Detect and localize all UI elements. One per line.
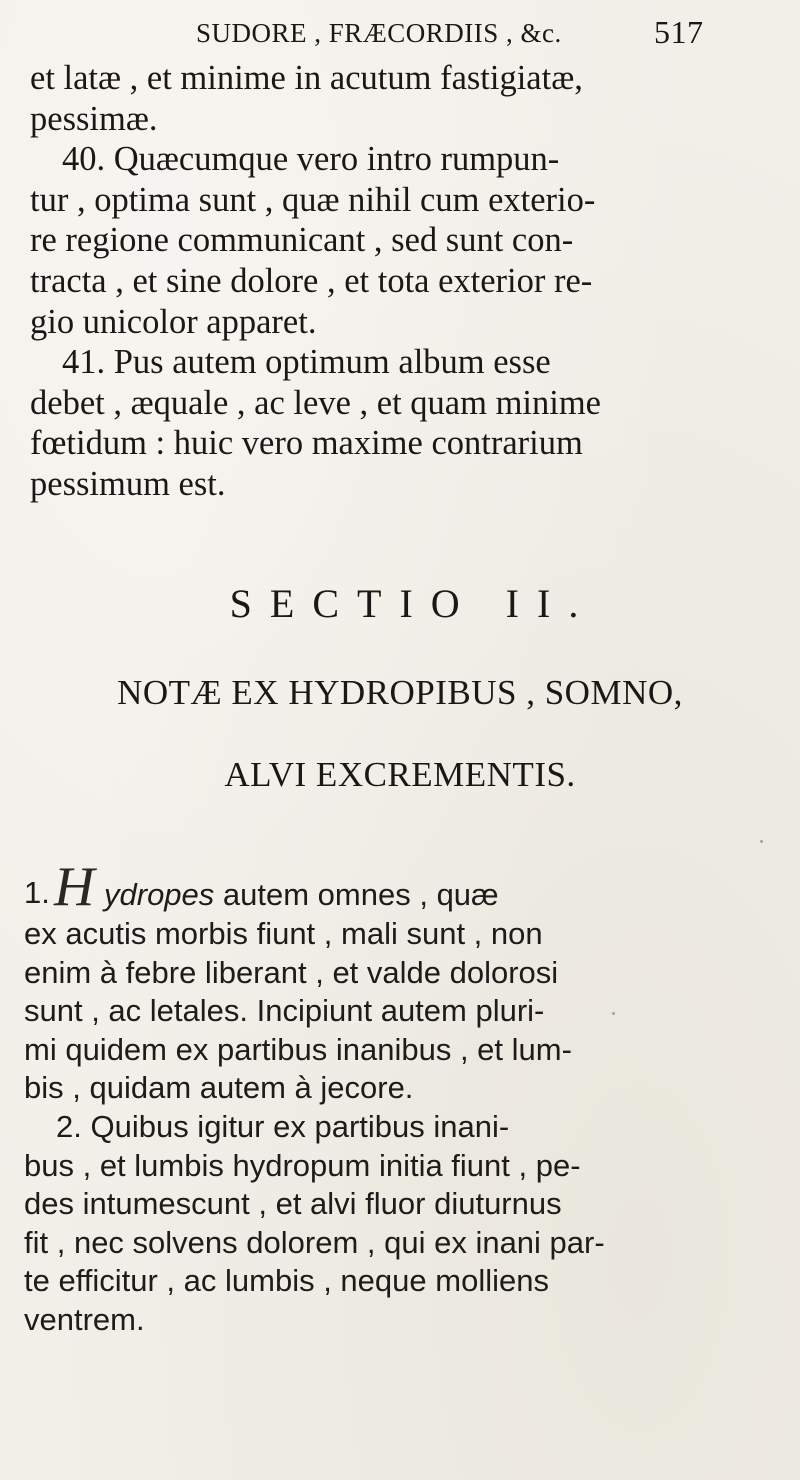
text-line: gio unicolor apparet.: [30, 302, 317, 341]
paragraphs-1-2: [24, 855, 794, 1340]
text-line: enim à febre liberant , et valde dolorosi: [24, 954, 559, 990]
text-line: 40. Quæcumque vero intro rumpun-: [62, 140, 560, 179]
text-line: tur , optima sunt , quæ nihil cum exterio-: [30, 180, 596, 219]
text-line: mi quidem ex partibus inanibus , et lum-: [24, 1031, 572, 1067]
text-line: ex acutis morbis fiunt , mali sunt , non: [24, 916, 543, 951]
text-line: debet , æquale , ac leve , et quam minime: [30, 383, 601, 422]
paper-speck: [640, 700, 643, 703]
text-line: sunt , ac letales. Incipiunt autem pluri-: [24, 993, 545, 1029]
first-line: [24, 855, 794, 918]
paragraph-number: 1.: [24, 875, 50, 910]
page-number: 517: [654, 14, 704, 50]
text-line: bus , et lumbis hydropum initia fiunt , pe-: [24, 1147, 581, 1183]
text-line: des intumescunt , et alvi fluor diuturnus: [24, 1186, 562, 1222]
text-line: pessimæ.: [30, 99, 158, 138]
running-head-title: SUDORE , FRÆCORDIIS , &c.: [196, 18, 562, 48]
text-line: re regione communicant , sed sunt con-: [30, 221, 574, 260]
text-line: ventrem.: [24, 1301, 145, 1337]
text-line: et latæ , et minime in acutum fastigiatæ,: [30, 59, 583, 97]
text-line: tracta , et sine dolore , et tota exterior re-: [30, 261, 593, 300]
running-head: [196, 12, 736, 54]
text-line: 2. Quibus igitur ex partibus inani-: [56, 1108, 510, 1144]
paper-speck: [612, 1012, 615, 1015]
paragraphs-40-41: [30, 58, 790, 505]
text-line: pessimum est.: [30, 464, 226, 503]
text-line: fœtidum : huic vero maxime contrarium: [30, 424, 583, 463]
first-line-text: [104, 875, 499, 915]
text-line: bis , quidam autem à jecore.: [24, 1070, 414, 1106]
italic-word: ydropes: [104, 877, 215, 912]
text-line: 41. Pus autem optimum album esse: [62, 343, 551, 382]
drop-cap: H: [54, 856, 95, 918]
paper-speck: [760, 840, 763, 843]
subheading-line-2: ALVI EXCREMENTIS.: [224, 755, 576, 794]
text-line: te efficitur , ac lumbis , neque molliens: [24, 1263, 549, 1299]
first-line-rest: autem omnes , quæ: [214, 877, 499, 912]
text-line: fit , nec solvens dolorem , qui ex inani par-: [24, 1224, 605, 1260]
section-heading: SECTIO II.: [229, 581, 597, 626]
subheading-line-1: NOTÆ EX HYDROPIBUS , SOMNO,: [117, 673, 683, 712]
